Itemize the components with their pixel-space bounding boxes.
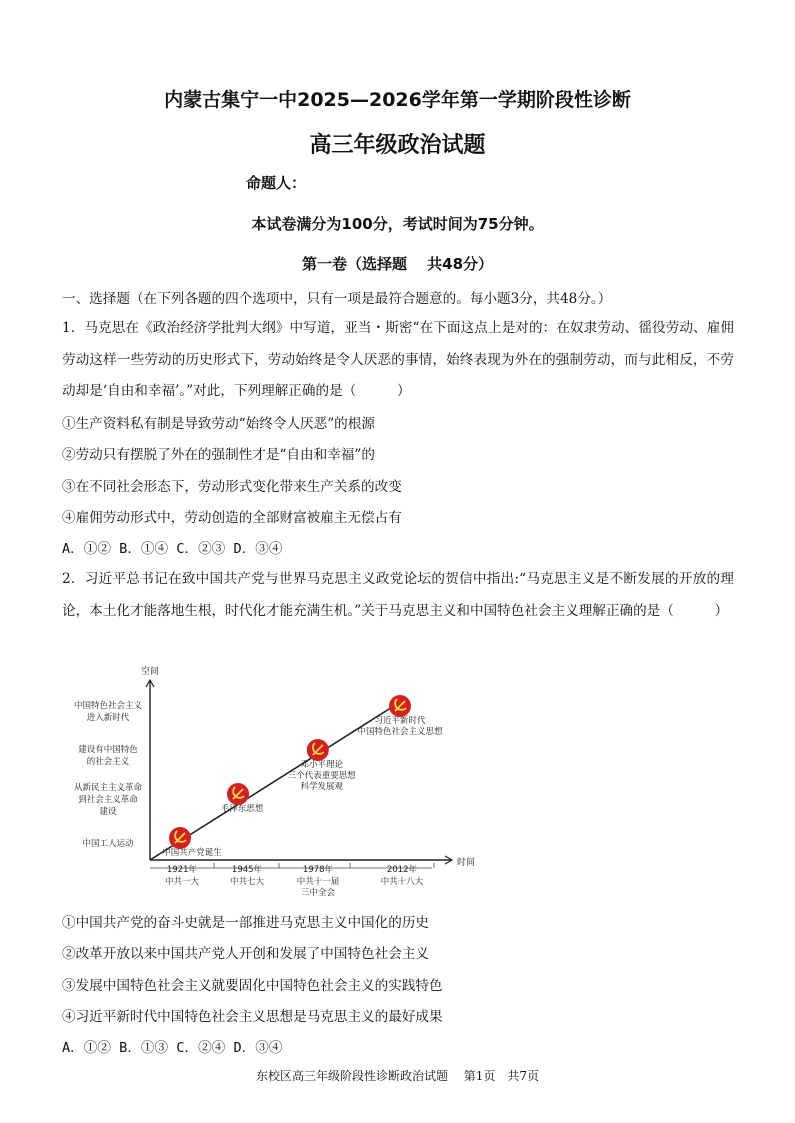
y-tick-label: 进入新时代	[86, 713, 130, 723]
author-label: 命题人：	[246, 174, 307, 192]
y-tick-label: 建设	[99, 807, 117, 817]
point-label: 三个代表重要思想	[287, 771, 356, 781]
q1-option-2: ②劳动只有摆脱了外在的强制性才是“自由和幸福”的	[62, 447, 375, 463]
exam-subtitle: 高三年级政治试题	[309, 133, 486, 158]
q2-option-4: ④习近平新时代中国特色社会主义思想是马克思主义的最好成果	[62, 1009, 443, 1025]
page-footer: 东校区高三年级阶段性诊断政治试题 第1页 共7页	[255, 1069, 540, 1083]
party-emblem-icon	[169, 827, 191, 849]
y-tick-label: 中国工人运动	[82, 839, 134, 849]
q2-option-1: ①中国共产党的奋斗史就是一部推进马克思主义中国化的历史	[62, 915, 430, 931]
x-axis-title: 时间	[456, 858, 476, 868]
q1-option-1: ①生产资料私有制是导致劳动“始终令人厌恶”的根源	[62, 416, 375, 432]
x-tick-event: 中共十一届	[296, 877, 340, 887]
party-emblem-icon	[307, 739, 329, 761]
x-tick-event-2: 三中全会	[300, 888, 336, 896]
q2-option-3: ③发展中国特色社会主义就要固化中国特色社会主义的实践特色	[62, 978, 443, 994]
q1-option-3: ③在不同社会形态下，劳动形式变化带来生产关系的改变	[62, 479, 402, 495]
instructions: 一、选择题（在下列各题的四个选项中，只有一项是最符合题意的。每小题3分，共48分。）	[62, 291, 612, 307]
point-label: 习近平新时代	[374, 716, 426, 726]
party-emblem-icon	[389, 695, 411, 717]
x-tick-year: 2012年	[386, 865, 418, 875]
point-label: 中国特色社会主义思想	[357, 727, 443, 737]
section-title: 第一卷（选择题 共48分）	[301, 255, 494, 273]
timeline-chart	[62, 660, 482, 896]
exam-title: 内蒙古集宁一中2025—2026学年第一学期阶段性诊断	[164, 89, 631, 111]
x-tick-event: 中共十八大	[380, 877, 424, 887]
x-tick-event: 中共七大	[229, 877, 265, 887]
point-label: 邓小平理论	[300, 760, 344, 770]
q2-option-2: ②改革开放以来中国共产党人开创和发展了中国特色社会主义	[62, 946, 430, 962]
y-tick-label: 中国特色社会主义	[73, 701, 143, 711]
x-tick-event: 中共一大	[164, 877, 200, 887]
y-tick-label: 到社会主义革命	[78, 795, 138, 805]
y-tick-label: 从新民主主义革命	[73, 783, 143, 793]
point-label: 中国共产党诞生	[162, 848, 222, 858]
q2-stem: 2．习近平总书记在致中国共产党与世界马克思主义政党论坛的贺信中指出:“马克思主义是不断发展的开放的理论，本土化才能落地生根，时代化才能充满生机。”关于马克思主义和中国特色社会主义理解正确的是（ ）	[62, 571, 734, 619]
q1-stem: 1．马克思在《政治经济学批判大纲》中写道，亚当・斯密“在下面这点上是对的：在奴隶劳动、徭役劳动、雇佣劳动这样一些劳动的历史形式下，劳动始终是令人厌恶的事情，始终表现为外在的强制劳动，而与此相反，不劳动却是‘自由和幸福’。”对此，下列理解正确的是（ ）	[62, 320, 734, 399]
q1-answers: A．①② B．①④ C．②③ D．③④	[62, 541, 283, 557]
q2-answers: A．①② B．①③ C．②④ D．③④	[62, 1040, 283, 1056]
x-tick-year: 1978年	[302, 865, 334, 875]
point-label: 毛泽东思想	[220, 804, 264, 814]
y-axis-title: 空间	[140, 667, 160, 677]
q1-option-4: ④雇佣劳动形式中，劳动创造的全部财富被雇主无偿占有	[62, 510, 402, 526]
x-tick-year: 1945年	[231, 865, 263, 875]
point-label: 科学发展观	[300, 782, 344, 792]
y-tick-label: 的社会主义	[86, 757, 130, 767]
x-tick-year: 1921年	[166, 865, 198, 875]
exam-meta: 本试卷满分为100分，考试时间为75分钟。	[251, 215, 544, 233]
y-tick-label: 建设有中国特色	[78, 745, 138, 755]
party-emblem-icon	[227, 783, 249, 805]
